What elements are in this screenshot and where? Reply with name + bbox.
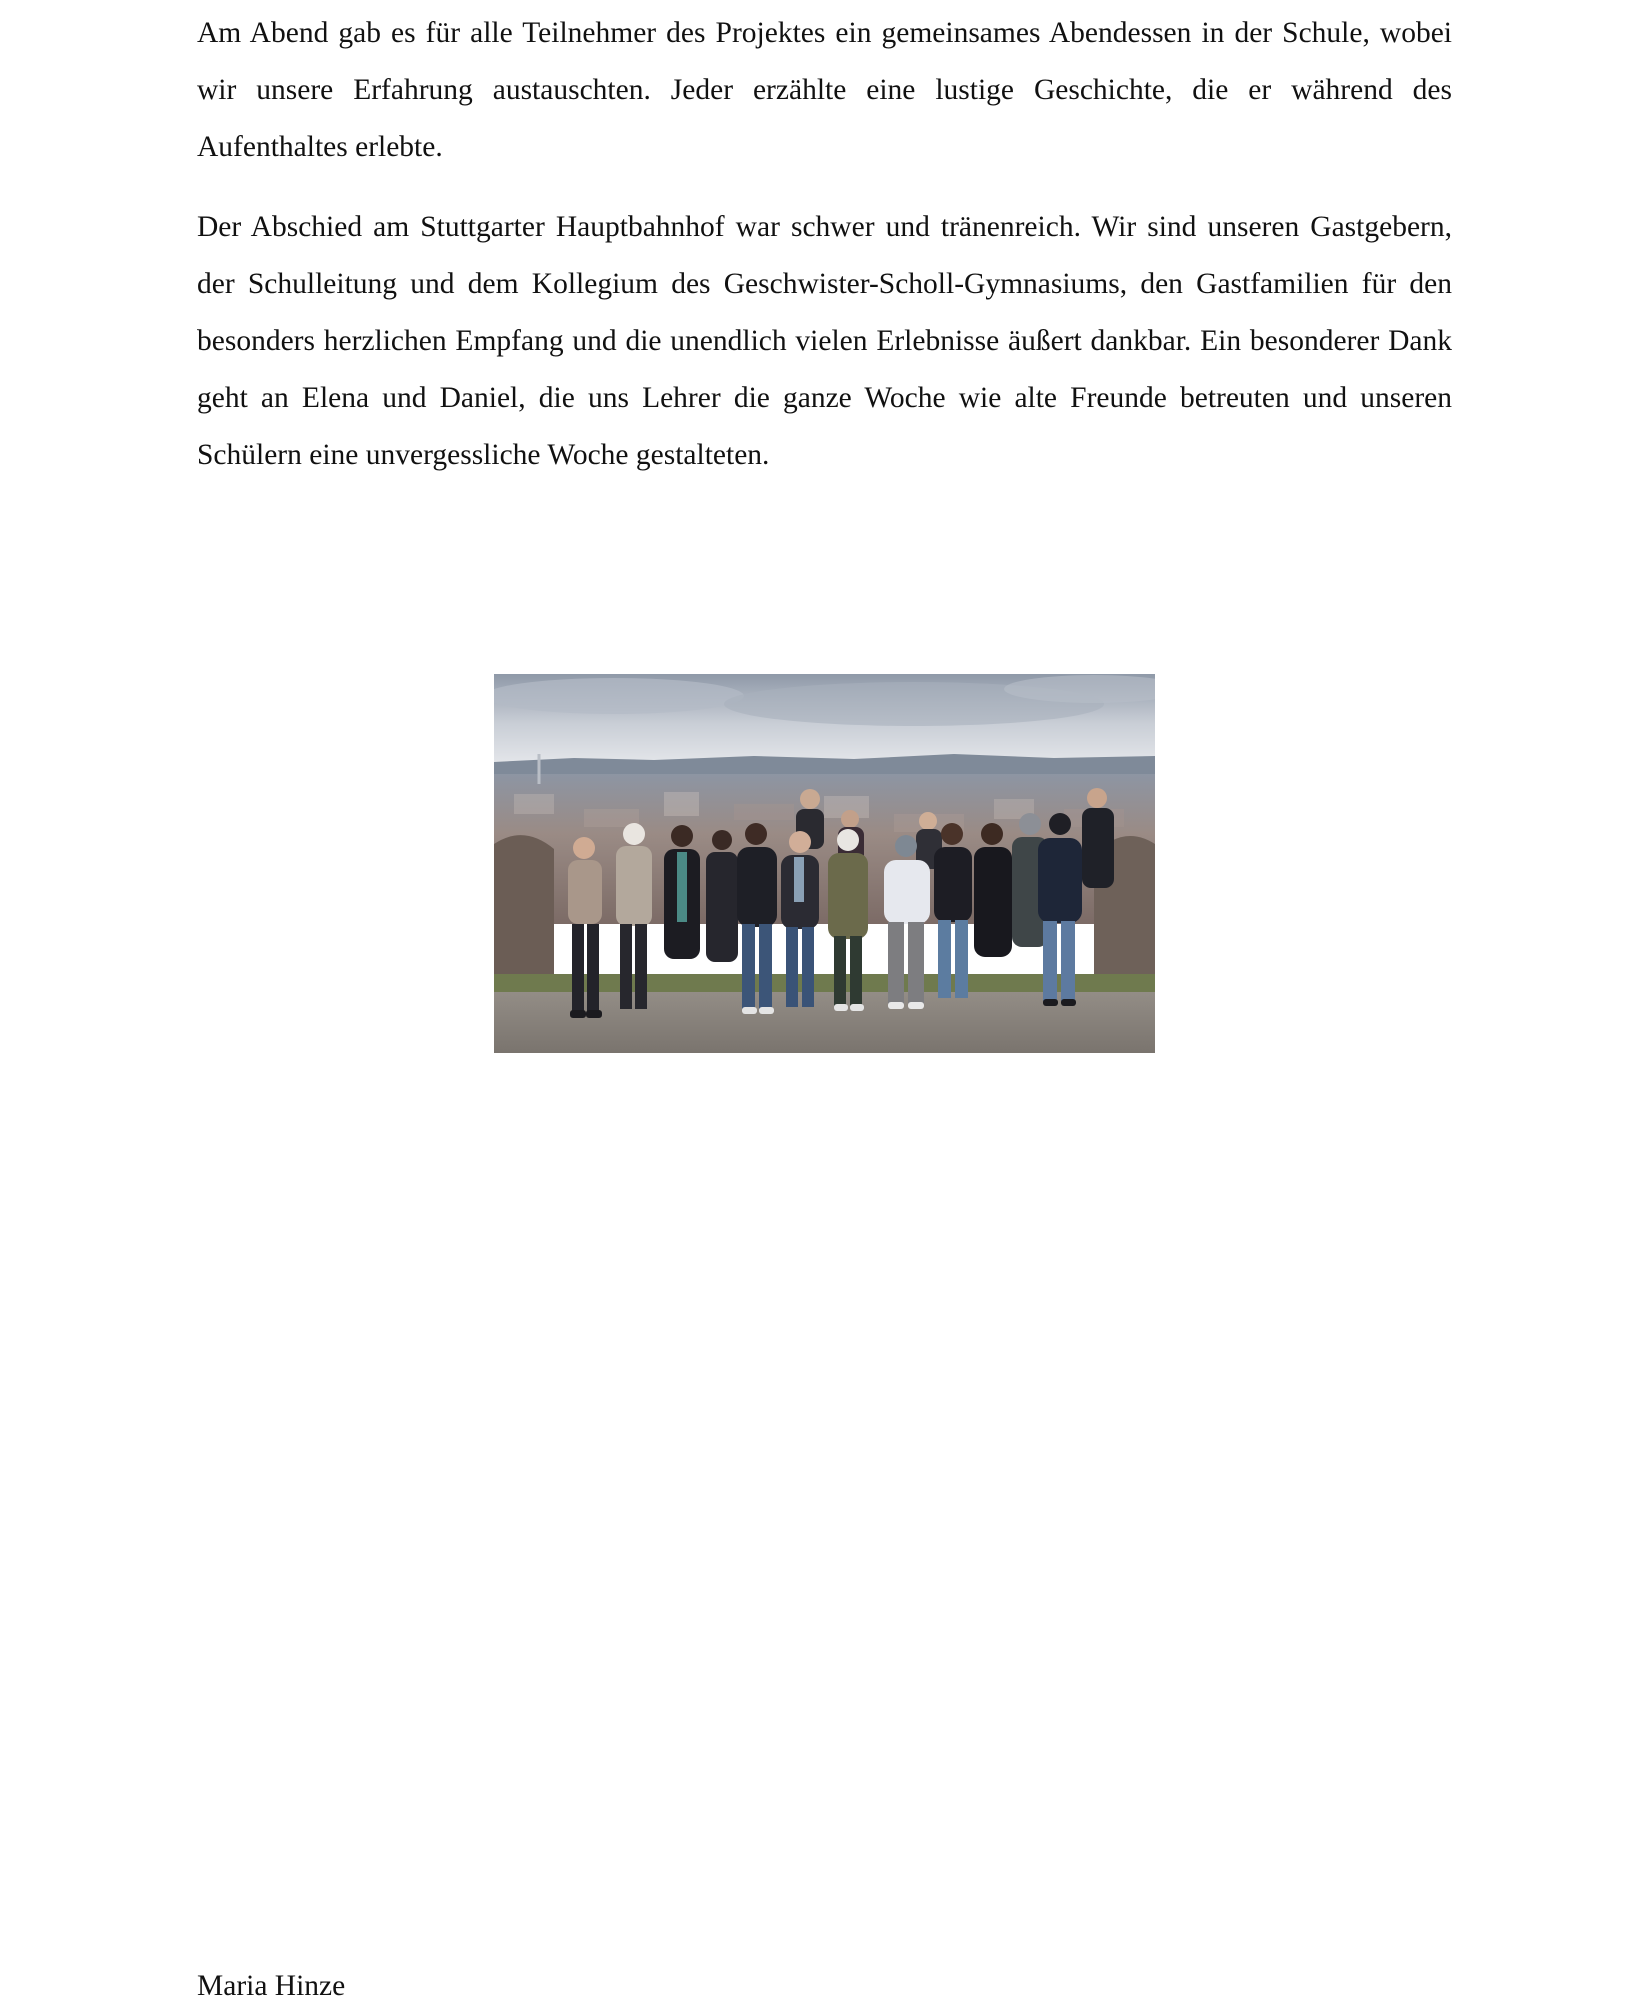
group-photo (494, 674, 1155, 1053)
paragraph-farewell: Der Abschied am Stuttgarter Hauptbahnhof war schwer und tränenreich. Wir sind unseren Gastgebern, der Schulleitung und dem Kollegium des Geschwister-Scholl-Gymnasiums, den Gastfamilien für den besonders herzlichen Empfang und die unendlich vielen Erlebnisse äußert dankbar. Ein besonderer Dank geht an Elena und Daniel, die uns Lehrer die ganze Woche wie alte Freunde betreuten und unseren Schülern eine unvergessliche Woche gestalteten. (197, 211, 1452, 471)
paragraph-dinner: Am Abend gab es für alle Teilnehmer des Projektes ein gemeinsames Abendessen in der Schule, wobei wir unsere Erfahrung austauschten. Jeder erzählte eine lustige Geschichte, die er während des Aufenthaltes erlebte. (197, 17, 1452, 163)
author-name: Maria Hinze (197, 1970, 346, 2002)
